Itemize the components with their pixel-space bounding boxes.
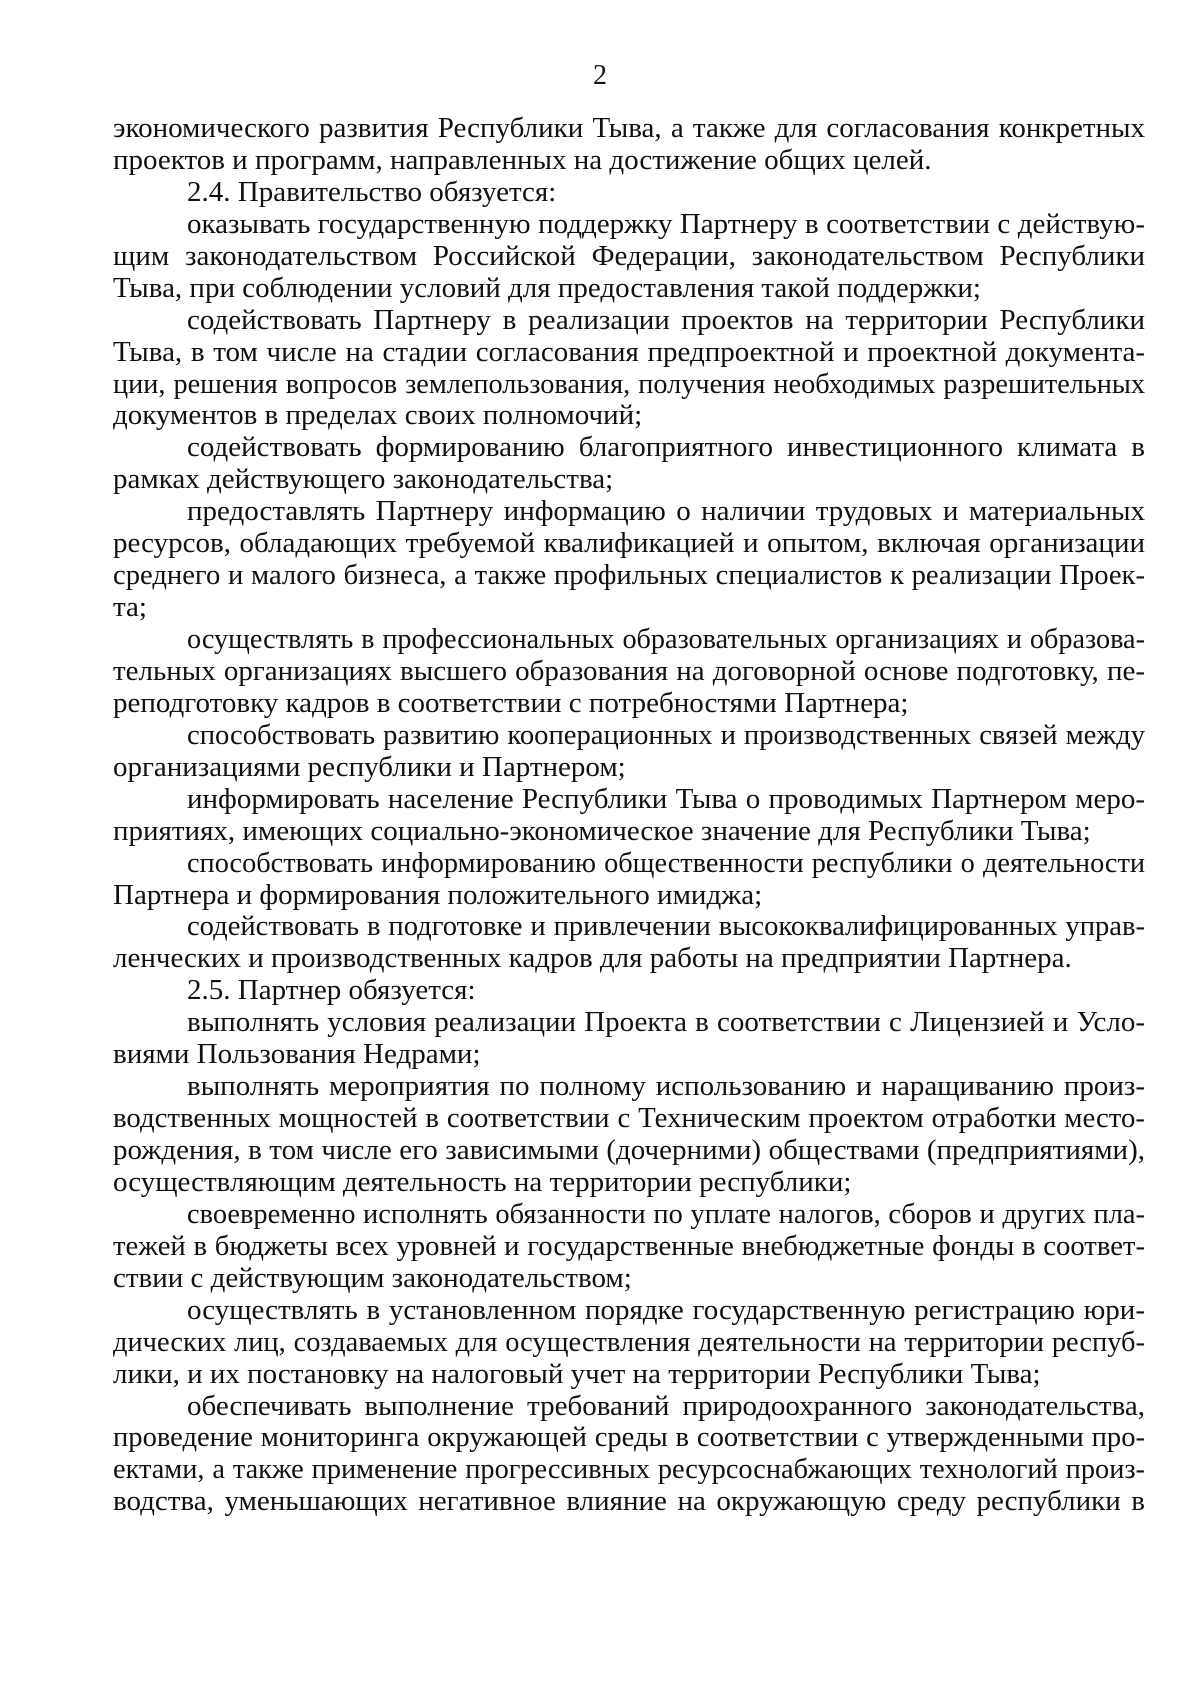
text-line: та;	[113, 591, 147, 624]
text-line: выполнять мероприятия по полному использованию и наращиванию произ-	[187, 1070, 1145, 1103]
text-line: 2.4. Правительство обязуется:	[187, 175, 557, 208]
text-line: ции, решения вопросов землепользования, получения необходимых разрешительных	[113, 368, 1145, 400]
text-line: водственных мощностей в соответствии с Техническим проектом отработки место-	[113, 1102, 1145, 1135]
text-line: Тыва, при соблюдении условий для предоставления такой поддержки;	[113, 271, 981, 304]
text-line: организациями республики и Партнером;	[113, 750, 626, 783]
text-line: содействовать Партнеру в реализации проектов на территории Республики	[187, 303, 1145, 336]
text-line: 2.5. Партнер обязуется:	[187, 974, 476, 1007]
text-line: рамках действующего законодательства;	[113, 463, 614, 496]
text-line: обеспечивать выполнение требований природоохранного законодательства,	[187, 1389, 1145, 1422]
text-line: ектами, а также применение прогрессивных ресурсоснабжающих технологий произ-	[113, 1454, 1145, 1486]
text-line: выполнять условия реализации Проекта в соответствии с Лицензией и Усло-	[187, 1006, 1145, 1039]
page-number: 2	[593, 60, 607, 91]
text-line: ленческих и производственных кадров для работы на предприятии Партнера.	[113, 942, 1072, 975]
text-line: Партнера и формирования положительного имиджа;	[113, 878, 763, 911]
text-line: способствовать развитию кооперационных и производственных связей между	[187, 718, 1145, 751]
text-line: водства, уменьшающих негативное влияние на окружающую среду республики в	[113, 1485, 1145, 1518]
text-line: щим законодательством Российской Федерации, законодательством Республики	[113, 239, 1145, 272]
text-line: осуществляющим деятельность на территории республики;	[113, 1165, 852, 1198]
text-line: дических лиц, создаваемых для осуществления деятельности на территории респуб-	[113, 1326, 1145, 1358]
text-line: осуществлять в установленном порядке государственную регистрацию юри-	[187, 1293, 1145, 1326]
text-line: способствовать информированию общественности республики о деятельности	[187, 847, 1145, 879]
text-line: предоставлять Партнеру информацию о наличии трудовых и материальных	[187, 495, 1145, 528]
text-line: оказывать государственную поддержку Партнеру в соответствии с действую-	[187, 207, 1145, 240]
text-line: проведение мониторинга окружающей среды в соответствии с утвержденными про-	[113, 1422, 1145, 1454]
text-line: своевременно исполнять обязанности по уплате налогов, сборов и других пла-	[187, 1198, 1145, 1230]
text-line: ствии с действующим законодательством;	[113, 1261, 632, 1294]
text-line: экономического развития Республики Тыва, а также для согласования конкретных	[113, 112, 1145, 144]
text-line: Тыва, в том числе на стадии согласования предпроектной и проектной документа-	[113, 335, 1145, 368]
text-line: документов в пределах своих полномочий;	[113, 399, 643, 432]
text-line: ресурсов, обладающих требуемой квалификацией и опытом, включая организации	[113, 527, 1145, 560]
text-line: реподготовку кадров в соответствии с потребностями Партнера;	[113, 686, 909, 719]
text-line: осуществлять в профессиональных образовательных организациях и образова-	[187, 624, 1145, 655]
text-line: рождения, в том числе его зависимыми (дочерними) обществами (предприятиями),	[113, 1134, 1145, 1166]
text-line: лики, и их постановку на налоговый учет на территории Республики Тыва;	[113, 1357, 1041, 1390]
text-line: среднего и малого бизнеса, а также профильных специалистов к реализации Проек-	[113, 559, 1145, 592]
text-line: информировать население Республики Тыва о проводимых Партнером меро-	[187, 782, 1145, 815]
text-line: содействовать в подготовке и привлечении высококвалифицированных управ-	[187, 911, 1145, 943]
text-line: виями Пользования Недрами;	[113, 1038, 481, 1071]
text-line: тельных организациях высшего образования на договорной основе подготовку, пе-	[113, 654, 1145, 687]
text-line: тежей в бюджеты всех уровней и государственные внебюджетные фонды в соответ-	[113, 1229, 1145, 1262]
text-line: содействовать формированию благоприятного инвестиционного климата в	[187, 431, 1145, 464]
document-body	[113, 113, 1145, 1518]
text-line: проектов и программ, направленных на достижение общих целей.	[113, 143, 932, 176]
text-line: приятиях, имеющих социально-экономическое значение для Республики Тыва;	[113, 814, 1091, 847]
